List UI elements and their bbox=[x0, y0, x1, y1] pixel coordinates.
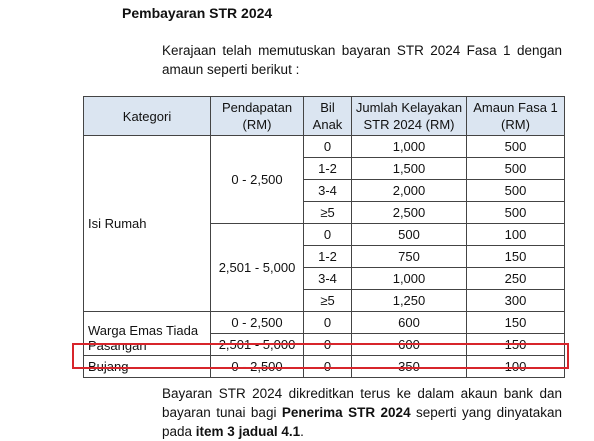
income-band-bujang: 0 - 2,500 bbox=[211, 356, 304, 378]
cell-amaun: 500 bbox=[467, 158, 565, 180]
cell-jumlah: 1,000 bbox=[352, 136, 467, 158]
cell-bil-anak: 3-4 bbox=[304, 180, 352, 202]
table-row bbox=[84, 312, 565, 334]
cell-jumlah: 1,000 bbox=[352, 268, 467, 290]
header-jumlah-kelayakan: Jumlah Kelayakan STR 2024 (RM) bbox=[352, 97, 467, 136]
cell-jumlah: 500 bbox=[352, 224, 467, 246]
cell-jumlah: 2,000 bbox=[352, 180, 467, 202]
outro-text-1: Bayaran STR 2024 dikreditkan terus ke dalam akaun bank dan bayaran tunai bagi bbox=[162, 386, 562, 420]
category-warga-emas: Warga Emas Tiada Pasangan bbox=[84, 312, 211, 356]
cell-jumlah: 600 bbox=[352, 312, 467, 334]
cell-jumlah: 1,250 bbox=[352, 290, 467, 312]
cell-jumlah: 750 bbox=[352, 246, 467, 268]
table-row-bujang bbox=[84, 356, 565, 378]
cell-bil-anak: 0 bbox=[304, 334, 352, 356]
outro-bold-recipient: Penerima STR 2024 bbox=[281, 405, 411, 420]
cell-bil-anak: 1-2 bbox=[304, 246, 352, 268]
category-isi-rumah: Isi Rumah bbox=[84, 136, 211, 312]
income-band-we-0-2500: 0 - 2,500 bbox=[211, 312, 304, 334]
cell-bil-anak: 0 bbox=[304, 312, 352, 334]
cell-amaun: 100 bbox=[467, 224, 565, 246]
cell-jumlah: 1,500 bbox=[352, 158, 467, 180]
cell-amaun: 500 bbox=[467, 180, 565, 202]
header-pendapatan: Pendapatan (RM) bbox=[211, 97, 304, 136]
category-bujang: Bujang bbox=[84, 356, 211, 378]
cell-bil-anak: 0 bbox=[304, 224, 352, 246]
income-band-0-2500: 0 - 2,500 bbox=[211, 136, 304, 224]
cell-amaun: 150 bbox=[467, 312, 565, 334]
outro-text-2: seperti yang dinyatakan pada bbox=[162, 405, 562, 439]
cell-bil-anak: 0 bbox=[304, 136, 352, 158]
cell-jumlah: 350 bbox=[352, 356, 467, 378]
cell-bil-anak: ≥5 bbox=[304, 290, 352, 312]
str-payment-table bbox=[83, 96, 565, 378]
cell-bil-anak: 3-4 bbox=[304, 268, 352, 290]
section-title: Pembayaran STR 2024 bbox=[122, 5, 273, 21]
outro-paragraph bbox=[162, 384, 562, 441]
header-bil-anak: Bil Anak bbox=[304, 97, 352, 136]
income-band-2501-5000: 2,501 - 5,000 bbox=[211, 224, 304, 312]
cell-amaun: 250 bbox=[467, 268, 565, 290]
cell-amaun: 500 bbox=[467, 202, 565, 224]
table-header-row bbox=[84, 97, 565, 136]
income-band-we-2501-5000: 2,501 - 5,000 bbox=[211, 334, 304, 356]
outro-bold-item: item 3 jadual 4.1 bbox=[195, 424, 301, 439]
table-row bbox=[84, 136, 565, 158]
cell-amaun: 100 bbox=[467, 356, 565, 378]
intro-paragraph: Kerajaan telah memutuskan bayaran STR 2024 Fasa 1 dengan amaun seperti berikut : bbox=[162, 43, 562, 77]
cell-bil-anak: 1-2 bbox=[304, 158, 352, 180]
cell-bil-anak: 0 bbox=[304, 356, 352, 378]
outro-text-3: . bbox=[300, 424, 304, 439]
cell-jumlah: 600 bbox=[352, 334, 467, 356]
cell-amaun: 500 bbox=[467, 136, 565, 158]
cell-bil-anak: ≥5 bbox=[304, 202, 352, 224]
header-amaun-fasa-1: Amaun Fasa 1 (RM) bbox=[467, 97, 565, 136]
cell-amaun: 150 bbox=[467, 334, 565, 356]
cell-jumlah: 2,500 bbox=[352, 202, 467, 224]
cell-amaun: 150 bbox=[467, 246, 565, 268]
header-kategori: Kategori bbox=[84, 97, 211, 136]
cell-amaun: 300 bbox=[467, 290, 565, 312]
